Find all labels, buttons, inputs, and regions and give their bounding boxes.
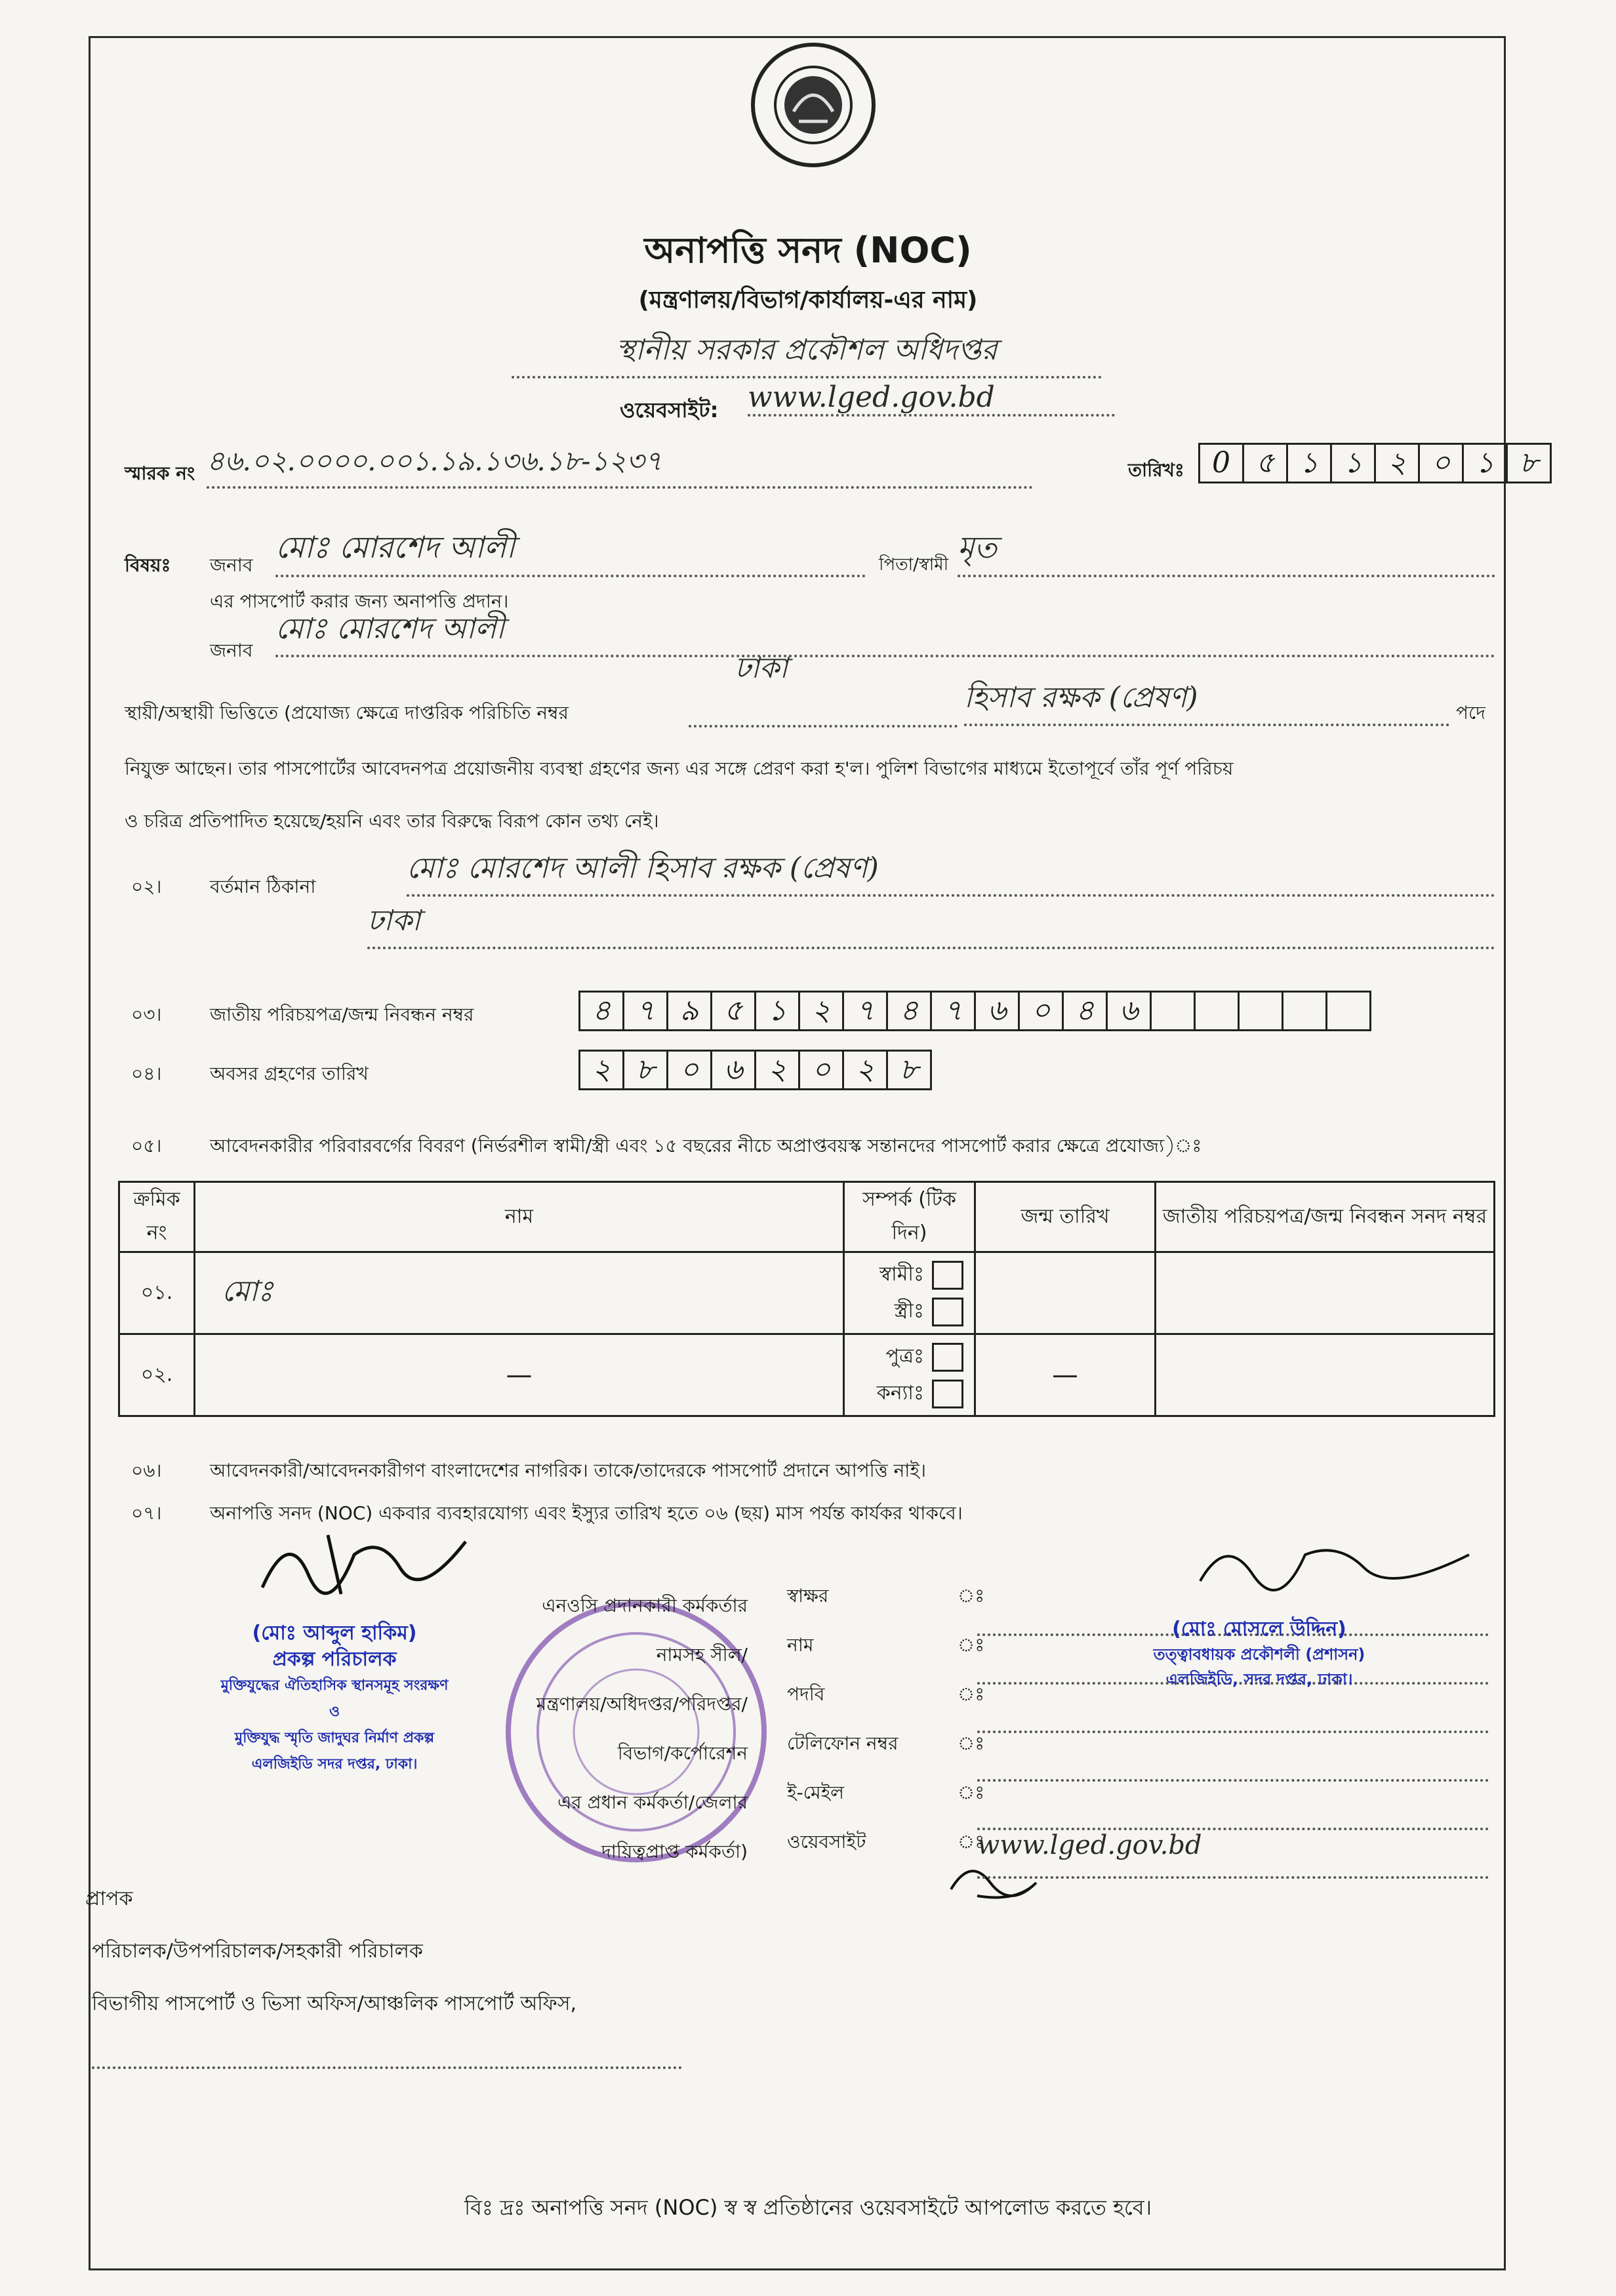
- family-table: [118, 1181, 1495, 1417]
- nid-cell: [1156, 1252, 1495, 1334]
- body-line3: স্থায়ী/অস্থায়ী ভিত্তিতে (প্রযোজ্য ক্ষেত্রে দাপ্তরিক পরিচিতি নম্বর: [125, 702, 569, 724]
- footer-note: বিঃ দ্রঃ অনাপত্তি সনদ (NOC) স্ব স্ব প্রতিষ্ঠানের ওয়েবসাইটে আপলোড করতে হবে।: [464, 2195, 1152, 2220]
- memo-value: ৪৬.০২.০০০০.০০১.১৯.১৩৬.১৮-১২৩৭: [207, 440, 1033, 489]
- name-cell: —: [195, 1334, 844, 1416]
- issuer-label: নামসহ সীল/: [656, 1644, 748, 1666]
- recipient-line2: বিভাগীয় পাসপোর্ট ও ভিসা অফিস/আঞ্চলিক পাসপোর্ট অফিস,: [92, 1992, 577, 2015]
- nid-boxes: [580, 991, 1371, 1031]
- date-digit: ১: [1286, 443, 1332, 483]
- father-value: মৃত: [958, 525, 1495, 577]
- recipient-label: প্রাপক: [85, 1887, 133, 1910]
- col-header: জন্ম তারিখ: [975, 1182, 1156, 1252]
- field-label: টেলিফোন নম্বর: [787, 1732, 899, 1754]
- retire-digit: ৮: [886, 1050, 932, 1090]
- issuer-label: দায়িত্বপ্রাপ্ত কর্মকর্তা): [601, 1841, 748, 1862]
- issuer-label: এনওসি প্রদানকারী কর্মকর্তার: [542, 1595, 748, 1616]
- relation-label: স্বামীঃ: [879, 1263, 924, 1286]
- retire-digit: ০: [798, 1050, 844, 1090]
- field-row: [787, 1817, 899, 1866]
- date-digit: ১: [1462, 443, 1508, 483]
- relation-label: কন্যাঃ: [876, 1382, 924, 1404]
- subject-name: মোঃ মোরশেদ আলী: [275, 525, 866, 577]
- memo-label: স্মারক নং: [125, 462, 195, 484]
- nid-digit: ৪: [886, 991, 932, 1031]
- date-digit: ৫: [1242, 443, 1288, 483]
- relation-checkbox[interactable]: [932, 1298, 963, 1326]
- col-header: সম্পর্ক (টিক দিন): [844, 1182, 975, 1252]
- subject-label: বিষয়ঃ: [125, 554, 171, 576]
- date-digit: ১: [1330, 443, 1376, 483]
- nid-digit: ০: [1018, 991, 1064, 1031]
- address-line2: ঢাকা: [367, 899, 1495, 949]
- recipient-line1: পরিচালক/উপপরিচালক/সহকারী পরিচালক: [92, 1940, 423, 1963]
- recipient-blank-line: [92, 2053, 682, 2069]
- subject-suffix: এর পাসপোর্ট করার জন্য অনাপত্তি প্রদান।: [210, 590, 509, 612]
- item-number: ০৫।: [131, 1135, 162, 1157]
- nid-digit: ৬: [974, 991, 1020, 1031]
- stamp-line: ও: [329, 1704, 340, 1720]
- date-boxes: [1200, 443, 1552, 483]
- stamp-line: এলজিইডি, সদর দপ্তর, ঢাকা।: [1165, 1670, 1353, 1689]
- body-line4: নিযুক্ত আছেন। তার পাসপোর্টের আবেদনপত্র প্রয়োজনীয় ব্যবস্থা গ্রহণের জন্য এর সঙ্গে প্রেরণ করা হ'ল। পুলিশ বিভাগের মাধ্যমে ইতোপূর্বে তাঁর পূর্ণ পরিচয়: [125, 758, 1234, 779]
- table-row: [119, 1252, 1495, 1334]
- retire-boxes: [580, 1050, 932, 1090]
- relation-checkbox[interactable]: [932, 1261, 963, 1290]
- father-label: পিতা/স্বামী: [879, 555, 949, 575]
- date-digit: 0: [1198, 443, 1244, 483]
- stamp-line: মুক্তিযুদ্ধ স্মৃতি জাদুঘর নির্মাণ প্রকল্প: [234, 1730, 435, 1746]
- retire-digit: ০: [666, 1050, 712, 1090]
- field-value: www.lged.gov.bd: [977, 1830, 1489, 1879]
- field-row: [787, 1670, 899, 1719]
- nid-digit: [1325, 991, 1371, 1031]
- website-label: ওয়েবসাইট:: [620, 398, 719, 422]
- item-number: ০৭।: [131, 1502, 162, 1524]
- nid-digit: ৭: [842, 991, 888, 1031]
- stamp-line: মুক্তিযুদ্ধের ঐতিহাসিক স্থানসমূহ সংরক্ষণ: [220, 1677, 449, 1694]
- page-subtitle: (মন্ত্রণালয়/বিভাগ/কার্যালয়-এর নাম): [638, 287, 978, 314]
- item-number: ০২।: [131, 876, 162, 897]
- page-title: অনাপত্তি সনদ (NOC): [644, 230, 972, 271]
- col-header: ক্রমিক নং: [119, 1182, 195, 1252]
- nid-digit: ৭: [622, 991, 668, 1031]
- body-janab: জনাব: [210, 640, 253, 661]
- field-label: স্বাক্ষর: [787, 1585, 829, 1607]
- body-pode: পদে: [1456, 702, 1485, 724]
- nid-digit: ৪: [578, 991, 624, 1031]
- item-number: ০৪।: [131, 1063, 162, 1084]
- subject-janab: জনাব: [210, 554, 253, 576]
- stamp-line: (মোঃ মোসলে উদ্দিন): [1172, 1618, 1346, 1641]
- table-row: [119, 1334, 1495, 1416]
- relation-cell: [844, 1334, 975, 1416]
- field-row: [787, 1571, 899, 1620]
- name-cell: মোঃ: [195, 1252, 844, 1334]
- date-digit: ৮: [1506, 443, 1552, 483]
- field-value: [977, 1733, 1489, 1782]
- stamp-line: প্রকল্প পরিচালক: [272, 1648, 397, 1671]
- retire-digit: ৬: [710, 1050, 756, 1090]
- nid-digit: ৫: [710, 991, 756, 1031]
- serial-cell: ০১.: [119, 1252, 195, 1334]
- body-line5: ও চরিত্র প্রতিপাদিত হয়েছে/হয়নি এবং তার বিরুদ্ধে বিরূপ কোন তথ্য নেই।: [125, 810, 659, 832]
- retire-digit: ২: [578, 1050, 624, 1090]
- item-number: ০৩।: [131, 1004, 162, 1025]
- nid-digit: [1238, 991, 1283, 1031]
- table-header-row: [119, 1182, 1495, 1252]
- government-seal: [748, 39, 879, 171]
- issuer-label: বিভাগ/কর্পোরেশন: [617, 1742, 748, 1764]
- office-name: স্থানীয় সরকার প্রকৌশল অধিদপ্তর: [512, 328, 1102, 379]
- date-label: তারিখঃ: [1128, 459, 1184, 481]
- stamp-line: তত্ত্বাবধায়ক প্রকৌশলী (প্রশাসন): [1153, 1645, 1365, 1664]
- website-value: www.lged.gov.bd: [748, 380, 1115, 417]
- dob-cell: [975, 1252, 1156, 1334]
- family-label: আবেদনকারীর পরিবারবর্গের বিবরণ (নির্ভরশীল স্বামী/স্ত্রী এবং ১৫ বছরের নীচে অপ্রাপ্তবয়স্ক সন্তানদের পাসপোর্ট করার ক্ষেত্রে প্রযোজ্য)ঃ: [210, 1135, 1202, 1157]
- nid-label: জাতীয় পরিচয়পত্র/জন্ম নিবন্ধন নম্বর: [210, 1004, 474, 1025]
- nid-digit: ৭: [930, 991, 976, 1031]
- stamp-line: এলজিইডি সদর দপ্তর, ঢাকা।: [251, 1756, 418, 1773]
- nid-digit: ৬: [1106, 991, 1152, 1031]
- field-label: পদবি: [787, 1683, 825, 1705]
- date-digit: ০: [1418, 443, 1464, 483]
- body-line2: ঢাকা: [735, 651, 788, 685]
- retire-digit: ২: [754, 1050, 800, 1090]
- nid-digit: ১: [754, 991, 800, 1031]
- note-06: আবেদনকারী/আবেদনকারীগণ বাংলাদেশের নাগরিক। তাকে/তাদেরকে পাসপোর্ট প্রদানে আপত্তি নাই।: [210, 1460, 927, 1481]
- issuer-label: এর প্রধান কর্মকর্তা/জেলার: [557, 1792, 748, 1813]
- right-officer-stamp: [1076, 1617, 1443, 1692]
- nid-digit: ৪: [1062, 991, 1108, 1031]
- relation-checkbox[interactable]: [932, 1343, 963, 1372]
- field-label: ই-মেইল: [787, 1782, 845, 1803]
- relation-cell: [844, 1252, 975, 1334]
- nid-digit: ৯: [666, 991, 712, 1031]
- relation-checkbox[interactable]: [932, 1380, 963, 1408]
- relation-label: স্ত্রীঃ: [894, 1300, 924, 1322]
- col-header: নাম: [195, 1182, 844, 1252]
- field-row: [787, 1620, 899, 1670]
- note-07: অনাপত্তি সনদ (NOC) একবার ব্যবহারযোগ্য এবং ইস্যুর তারিখ হতে ০৬ (ছয়) মাস পর্যন্ত কার্যকর থাকবে।: [210, 1502, 963, 1524]
- item-number: ০৬।: [131, 1460, 162, 1481]
- retire-digit: ২: [842, 1050, 888, 1090]
- field-row: [787, 1768, 899, 1817]
- address-line1: মোঃ মোরশেদ আলী হিসাব রক্ষক (প্রেষণ): [407, 846, 1495, 897]
- address-label: বর্তমান ঠিকানা: [210, 876, 316, 897]
- issuer-label: মন্ত্রণালয়/অধিদপ্তর/পরিদপ্তর/: [536, 1693, 748, 1715]
- nid-cell: [1156, 1334, 1495, 1416]
- official-id-blank: [689, 705, 958, 728]
- field-label: ওয়েবসাইট: [787, 1831, 866, 1853]
- field-value: [977, 1685, 1489, 1733]
- dob-cell: —: [975, 1334, 1156, 1416]
- field-colons: ঃ ঃ ঃ ঃ ঃ ঃ: [958, 1585, 985, 1853]
- nid-digit: [1282, 991, 1327, 1031]
- nid-digit: [1194, 991, 1240, 1031]
- body-line1: মোঃ মোরশেদ আলী: [275, 607, 1495, 657]
- field-row: [787, 1719, 899, 1768]
- field-value: [977, 1782, 1489, 1830]
- col-header: জাতীয় পরিচয়পত্র/জন্ম নিবন্ধন সনদ নম্বর: [1156, 1182, 1495, 1252]
- field-label: নাম: [787, 1634, 814, 1656]
- relation-label: পুত্রঃ: [885, 1345, 924, 1368]
- issuer-labels: [472, 1581, 748, 1876]
- signatory-fields: [787, 1571, 899, 1866]
- retire-digit: ৮: [622, 1050, 668, 1090]
- nid-digit: [1150, 991, 1196, 1031]
- stamp-line: (মোঃ আব্দুল হাকিম): [252, 1622, 417, 1645]
- serial-cell: ০২.: [119, 1334, 195, 1416]
- retire-label: অবসর গ্রহণের তারিখ: [210, 1063, 369, 1084]
- signature-left: [249, 1515, 485, 1607]
- date-digit: ২: [1374, 443, 1420, 483]
- nid-digit: ২: [798, 991, 844, 1031]
- designation-value: হিসাব রক্ষক (প্রেষণ): [964, 676, 1449, 726]
